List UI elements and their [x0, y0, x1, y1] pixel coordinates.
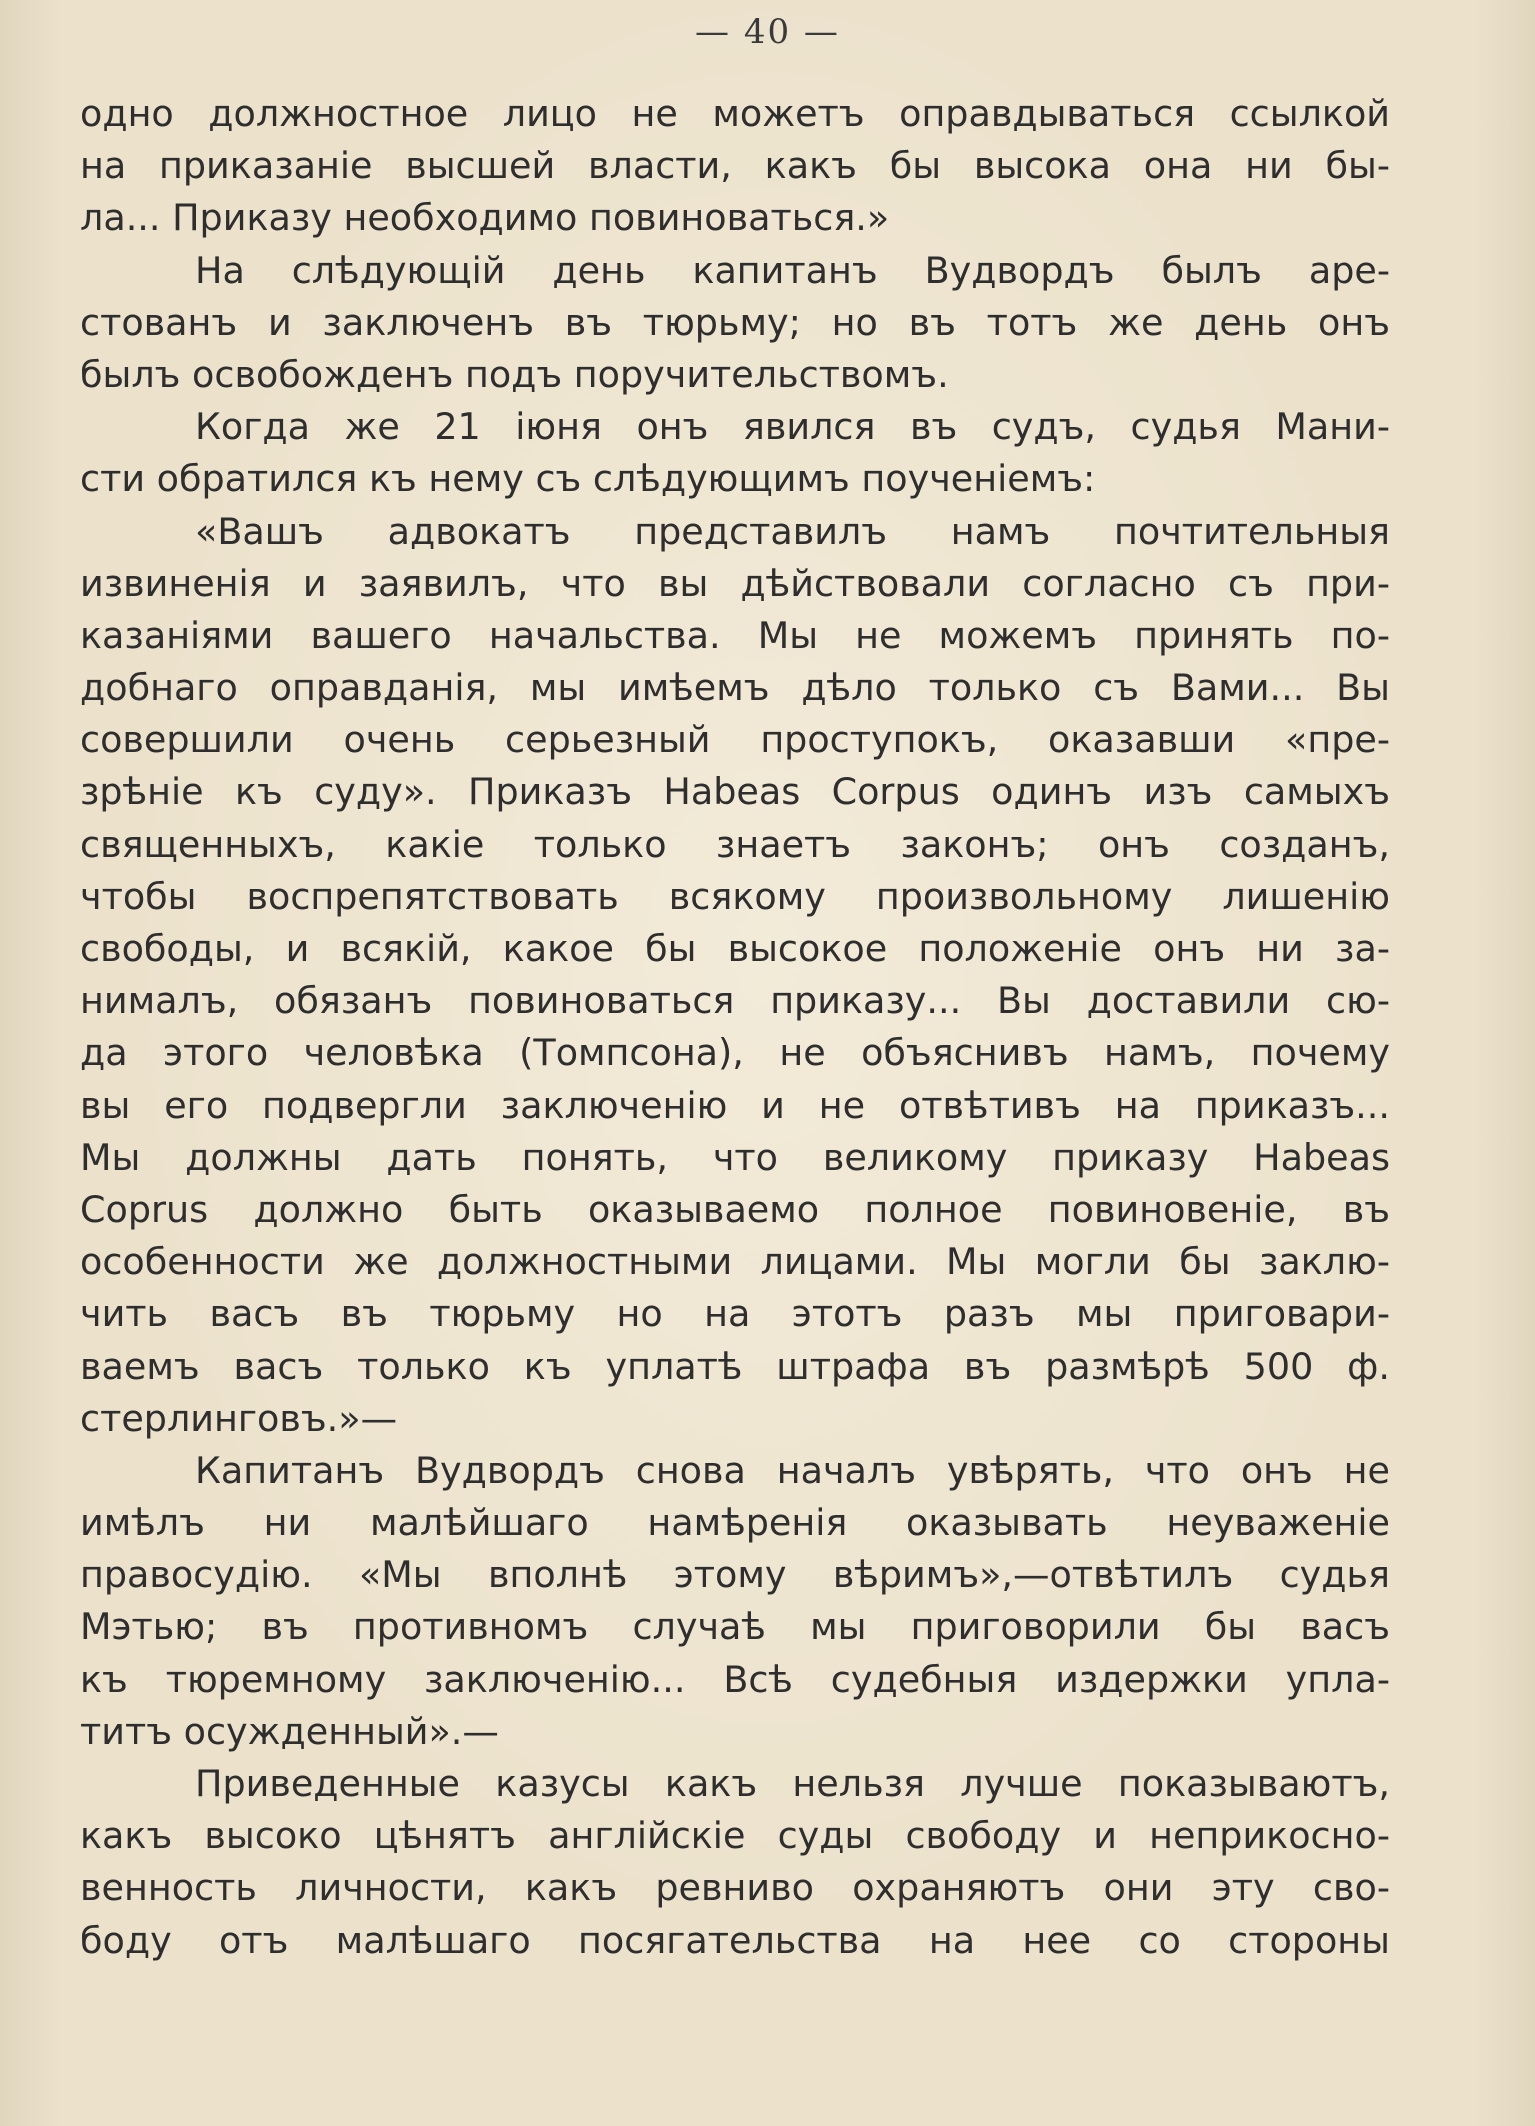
text-line: ла... Приказу необходимо повиноваться.» [80, 196, 890, 240]
text-line: извиненія и заявилъ, что вы дѣйствовали согласно съ при- [80, 561, 1390, 605]
text-line: правосудію. «Мы вполнѣ этому вѣримъ»,—отвѣтилъ судья [80, 1553, 1390, 1597]
text-line: стерлинговъ.»— [80, 1396, 398, 1440]
text-line: зрѣніе къ суду». Приказъ Habeas Corpus одинъ изъ самыхъ [80, 770, 1390, 814]
text-line: казаніями вашего начальства. Мы не можемъ принять по- [80, 613, 1390, 657]
text-line: чтобы воспрепятствовать всякому произвольному лишенію [80, 874, 1390, 918]
text-line: «Вашъ адвокатъ представилъ намъ почтительныя [195, 509, 1390, 553]
text-line: на приказаніе высшей власти, какъ бы высока она ни бы- [80, 144, 1390, 188]
text-line: Мэтью; въ противномъ случаѣ мы приговорили бы васъ [80, 1605, 1390, 1649]
text-line: Капитанъ Вудвордъ снова началъ увѣрять, что онъ не [195, 1448, 1390, 1492]
text-line: венность личности, какъ ревниво охраняютъ они эту сво- [80, 1866, 1390, 1910]
text-line: нималъ, обязанъ повиноваться приказу... Вы доставили сю- [80, 979, 1390, 1023]
text-line: былъ освобожденъ подъ поручительствомъ. [80, 352, 949, 396]
text-line: какъ высоко цѣнятъ англійскіе суды свободу и неприкосно- [80, 1814, 1390, 1858]
text-line: Когда же 21 іюня онъ явился въ судъ, судья Мани- [195, 405, 1390, 449]
body-text [80, 88, 1390, 1967]
text-line: На слѣдующій день капитанъ Вудвордъ былъ аре- [195, 248, 1390, 292]
text-line: особенности же должностными лицами. Мы могли бы заклю- [80, 1240, 1390, 1284]
text-line: Мы должны дать понять, что великому приказу Habeas [80, 1135, 1390, 1179]
text-line: свободы, и всякій, какое бы высокое положеніе онъ ни за- [80, 927, 1390, 970]
text-line: стованъ и заключенъ въ тюрьму; но въ тотъ же день онъ [80, 300, 1390, 344]
text-line: добнаго оправданія, мы имѣемъ дѣло только съ Вами... Вы [80, 666, 1390, 710]
text-line: сти обратился къ нему съ слѣдующимъ поученіемъ: [80, 457, 1096, 501]
text-line: къ тюремному заключенію... Всѣ судебныя издержки упла- [80, 1657, 1390, 1701]
text-line: совершили очень серьезный проступокъ, оказавши «пре- [80, 718, 1390, 762]
text-line: Coprus должно быть оказываемо полное повиновеніе, въ [80, 1187, 1390, 1231]
text-line: ваемъ васъ только къ уплатѣ штрафа въ размѣрѣ 500 ф. [80, 1344, 1390, 1388]
text-line: да этого человѣка (Томпсона), не объяснивъ намъ, почему [80, 1031, 1390, 1075]
text-line: одно должностное лицо не можетъ оправдываться ссылкой [80, 92, 1390, 135]
text-line: Приведенные казусы какъ нельзя лучше показываютъ, [195, 1762, 1390, 1805]
text-line: имѣлъ ни малѣйшаго намѣренія оказывать неуваженіе [80, 1501, 1390, 1545]
text-line: титъ осужденный».— [80, 1709, 499, 1753]
text-line: чить васъ въ тюрьму но на этотъ разъ мы приговари- [80, 1292, 1390, 1336]
text-line: вы его подвергли заключенію и не отвѣтивъ на приказъ... [80, 1083, 1390, 1127]
text-line: боду отъ малѣшаго посягательства на нее со стороны [80, 1918, 1390, 1962]
text-line: священныхъ, какіе только знаетъ законъ; онъ созданъ, [80, 822, 1390, 866]
page-number: — 40 — [695, 12, 840, 52]
